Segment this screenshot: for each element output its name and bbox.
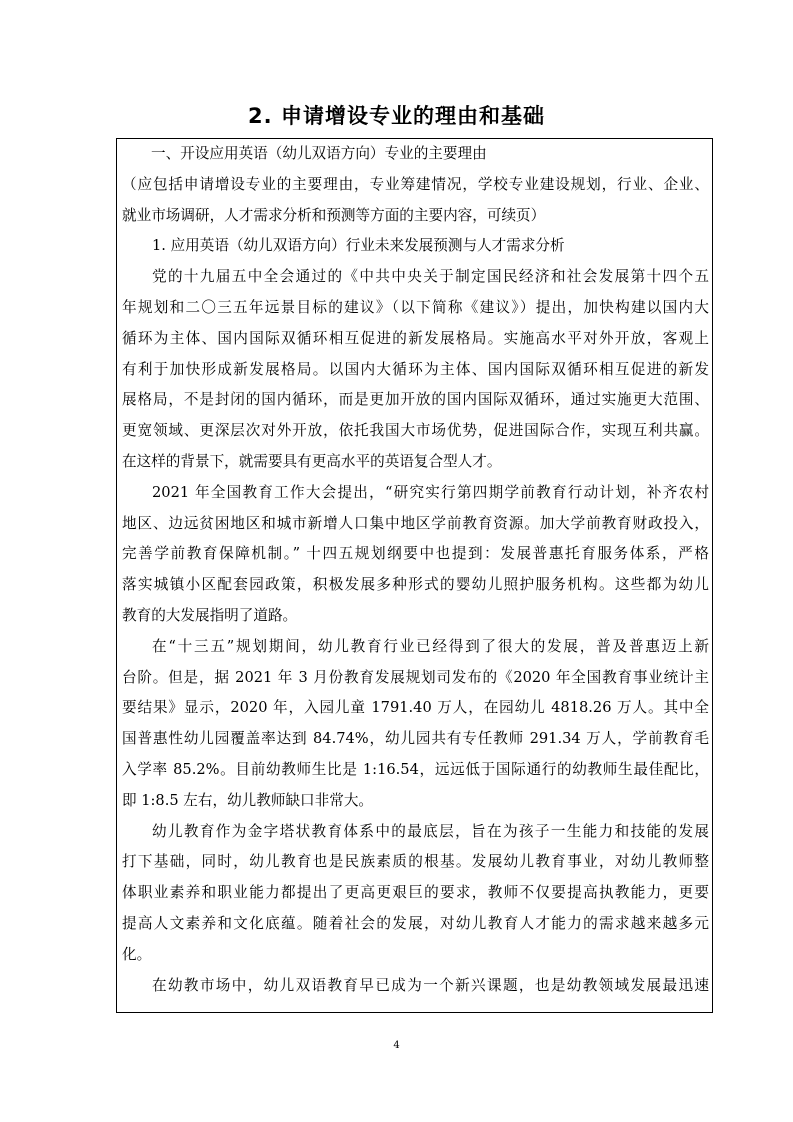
text-line: 更宽领域、更深层次对外开放，依托我国大市场优势，促进国际合作，实现互利共赢。 <box>122 422 709 440</box>
text-line: 台阶。但是，据 2021 年 3 月份教育发展规划司发布的《2020 年全国教育事业统计主 <box>122 668 709 686</box>
page-number: 4 <box>393 1040 400 1051</box>
text-line: 打下基础，同时，幼儿教育也是民族素质的根基。发展幼儿教育事业，对幼儿教师整 <box>122 853 709 871</box>
text-line: 有利于加快形成新发展格局。以国内大循环为主体、国内国际双循环相互促进的新发 <box>122 360 709 378</box>
text-line: 2021 年全国教育工作大会提出，“研究实行第四期学前教育行动计划，补齐农村 <box>152 483 709 501</box>
text-line: 1. 应用英语（幼儿双语方向）行业未来发展预测与人才需求分析 <box>152 237 565 255</box>
text-line: 落实城镇小区配套园政策，积极发展多种形式的婴幼儿照护服务机构。这些都为幼儿 <box>122 576 709 594</box>
text-line: 展格局，不是封闭的国内循环，而是更加开放的国内国际双循环，通过实施更大范围、 <box>122 391 709 409</box>
text-line: 入学率 85.2%。目前幼教师生比是 1:16.54，远远低于国际通行的幼教师生最佳配比， <box>122 760 709 778</box>
text-line: 完善学前教育保障机制。” 十四五规划纲要中也提到：发展普惠托育服务体系，严格 <box>122 545 709 563</box>
text-line: 体职业素养和职业能力都提出了更高更艰巨的要求，教师不仅要提高执教能力，更要 <box>122 884 709 902</box>
text-line: 要结果》显示，2020 年，入园儿童 1791.40 万人，在园幼儿 4818.26 万人。其中全 <box>122 699 709 717</box>
text-line: 幼儿教育作为金字塔状教育体系中的最底层，旨在为孩子一生能力和技能的发展 <box>152 822 709 840</box>
body-text <box>122 145 709 1007</box>
text-line: 地区、边远贫困地区和城市新增人口集中地区学前教育资源。加大学前教育财政投入， <box>122 514 709 532</box>
text-line: 化。 <box>122 945 152 963</box>
text-line: 就业市场调研，人才需求分析和预测等方面的主要内容，可续页） <box>122 206 546 224</box>
text-line: 即 1:8.5 左右，幼儿教师缺口非常大。 <box>122 791 374 809</box>
text-line: 党的十九届五中全会通过的《中共中央关于制定国民经济和社会发展第十四个五 <box>152 268 709 286</box>
text-line: 教育的大发展指明了道路。 <box>122 606 298 624</box>
text-line: 提高人文素养和文化底蕴。随着社会的发展，对幼儿教育人才能力的需求越来越多元 <box>122 914 709 932</box>
text-line: 在“十三五”规划期间，幼儿教育行业已经得到了很大的发展，普及普惠迈上新 <box>152 637 709 655</box>
text-line: 循环为主体、国内国际双循环相互促进的新发展格局。实施高水平对外开放，客观上 <box>122 329 709 347</box>
text-line: （应包括申请增设专业的主要理由，专业筹建情况，学校专业建设规划，行业、企业、 <box>122 175 709 193</box>
text-line: 国普惠性幼儿园覆盖率达到 84.74%，幼儿园共有专任教师 291.34 万人，学前教育毛 <box>122 730 709 748</box>
text-line: 年规划和二〇三五年远景目标的建议》（以下简称《建议》）提出，加快构建以国内大 <box>122 298 709 316</box>
content-frame <box>116 138 713 1013</box>
text-line: 一、开设应用英语（幼儿双语方向）专业的主要理由 <box>151 145 487 162</box>
text-line: 在这样的背景下，就需要具有更高水平的英语复合型人才。 <box>122 452 502 470</box>
text-line: 在幼教市场中，幼儿双语教育早已成为一个新兴课题，也是幼教领域发展最迅速 <box>152 976 709 994</box>
section-title: 2. 申请增设专业的理由和基础 <box>248 104 545 128</box>
